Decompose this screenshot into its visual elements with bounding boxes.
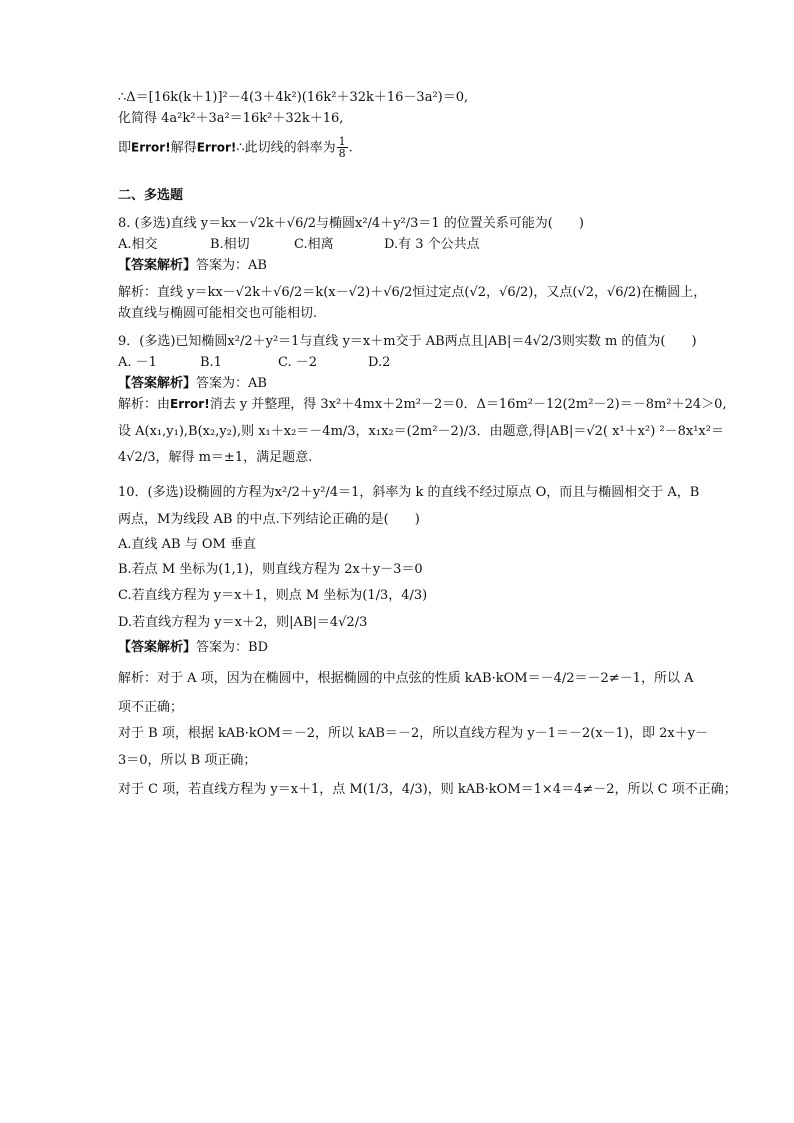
- q10-solution-3: 对于 B 项，根据 kAB·kOM＝－2，所以 kAB＝－2，所以直线方程为 y－1＝－2(x－1)，即 2x＋y－: [118, 726, 709, 742]
- q8-answer-tag: 【答案解析】: [118, 258, 197, 274]
- intro-text-jiede: 解得: [170, 140, 197, 156]
- q9-option-c: C. －2: [278, 355, 318, 371]
- q9-solution-1b: 消去 y 并整理，得 3x²＋4mx＋2m²－2＝0．Δ＝16m²－12(2m²－2)＝－8m²＋24＞0,: [209, 396, 727, 412]
- q8-answer-text: 答案为：AB: [196, 258, 267, 274]
- slope-fraction: [337, 136, 348, 160]
- q8-options: [118, 235, 678, 256]
- q8-option-a: A.相交: [118, 237, 158, 253]
- q8-option-d: D.有 3 个公共点: [384, 237, 480, 253]
- q10-solution-4: 3＝0，所以 B 项正确；: [118, 753, 257, 769]
- q10-answer-tag: 【答案解析】: [118, 640, 197, 656]
- q8-answer: [118, 256, 678, 277]
- q9-option-b: B.1: [200, 355, 222, 371]
- q10-option-d: D.若直线方程为 y＝x＋2，则|AB|＝4√2/3: [118, 615, 368, 631]
- section-title: 二、多选题: [118, 187, 184, 203]
- intro-text-slope: ∴此切线的斜率为: [236, 140, 336, 156]
- intro-end: .: [348, 140, 353, 156]
- error-placeholder-1: Error!: [131, 140, 171, 155]
- q9-stem: 9．(多选)已知椭圆x²/2＋y²＝1与直线 y＝x＋m交于 AB两点且|AB|＝4√2/3则实数 m 的值为( ): [118, 334, 697, 350]
- q9-answer: [118, 374, 678, 395]
- q10-solution-1: 解析：对于 A 项，因为在椭圆中，根据椭圆的中点弦的性质 kAB·kOM＝－4/2＝－2≠－1，所以 A: [118, 670, 694, 686]
- q8-solution-1: 解析：直线 y＝kx－√2k＋√6/2＝k(x－√2)＋√6/2恒过定点(√2，√6/2)，又点(√2，√6/2)在椭圆上，: [118, 284, 707, 300]
- q8-stem: 8. (多选)直线 y＝kx－√2k＋√6/2与椭圆x²/4＋y²/3＝1 的位置关系可能为( ): [118, 216, 584, 232]
- slope-denominator: 8: [338, 147, 346, 161]
- q9-options: [118, 353, 678, 374]
- q10-answer: [118, 638, 678, 659]
- q8-solution-2: 故直线与椭圆可能相交也可能相切.: [118, 305, 318, 321]
- q10-option-a: A.直线 AB 与 OM 垂直: [118, 536, 256, 552]
- q9-answer-text: 答案为：AB: [196, 376, 267, 392]
- q9-solution-3: 4√2/3，解得 m＝±1，满足题意.: [118, 450, 313, 466]
- q9-solution-2: 设 A(x₁,y₁),B(x₂,y₂),则 x₁＋x₂＝－4m/3，x₁x₂＝(2m²－2)/3．由题意,得|AB|＝√2( x¹＋x²) ²－8x¹x²＝: [118, 423, 724, 439]
- intro-text-ji: 即: [118, 140, 132, 156]
- slope-numerator: 1: [338, 134, 346, 148]
- intro-line-3: [118, 136, 678, 160]
- q10-answer-text: 答案为：BD: [196, 640, 268, 656]
- q8-option-b: B.相切: [210, 237, 250, 253]
- q10-option-c: C.若直线方程为 y＝x＋1，则点 M 坐标为(1/3，4/3): [118, 588, 428, 604]
- q10-option-b: B.若点 M 坐标为(1,1)，则直线方程为 2x＋y－3＝0: [118, 561, 423, 577]
- q10-solution-5: 对于 C 项，若直线方程为 y＝x＋1，点 M(1/3，4/3)，则 kAB·kOM＝1×4＝4≠－2，所以 C 项不正确；: [118, 782, 737, 798]
- q9-solution-1a: 解析：由: [118, 396, 171, 412]
- q9-error-placeholder: Error!: [170, 396, 210, 411]
- intro-line-1: ∴Δ＝[16k(k＋1)]²－4(3＋4k²)(16k²＋32k＋16－3a²)＝0,: [118, 90, 469, 105]
- q9-option-a: A. －1: [118, 355, 157, 371]
- error-placeholder-2: Error!: [196, 140, 237, 155]
- q10-stem-1: 10．(多选)设椭圆的方程为x²/2＋y²/4＝1，斜率为 k 的直线不经过原点 O，而且与椭圆相交于 A，B: [118, 485, 700, 501]
- intro-line-2: 化简得 4a²k²＋3a²＝16k²＋32k＋16,: [118, 110, 344, 126]
- q10-stem-2: 两点，M为线段 AB 的中点.下列结论正确的是( ): [118, 512, 420, 528]
- q10-solution-2: 项不正确；: [118, 699, 184, 715]
- q9-solution-1: [118, 395, 727, 416]
- q8-option-c: C.相离: [294, 237, 334, 253]
- q9-answer-tag: 【答案解析】: [118, 376, 197, 392]
- document-page: [118, 88, 737, 801]
- q9-option-d: D.2: [368, 355, 391, 371]
